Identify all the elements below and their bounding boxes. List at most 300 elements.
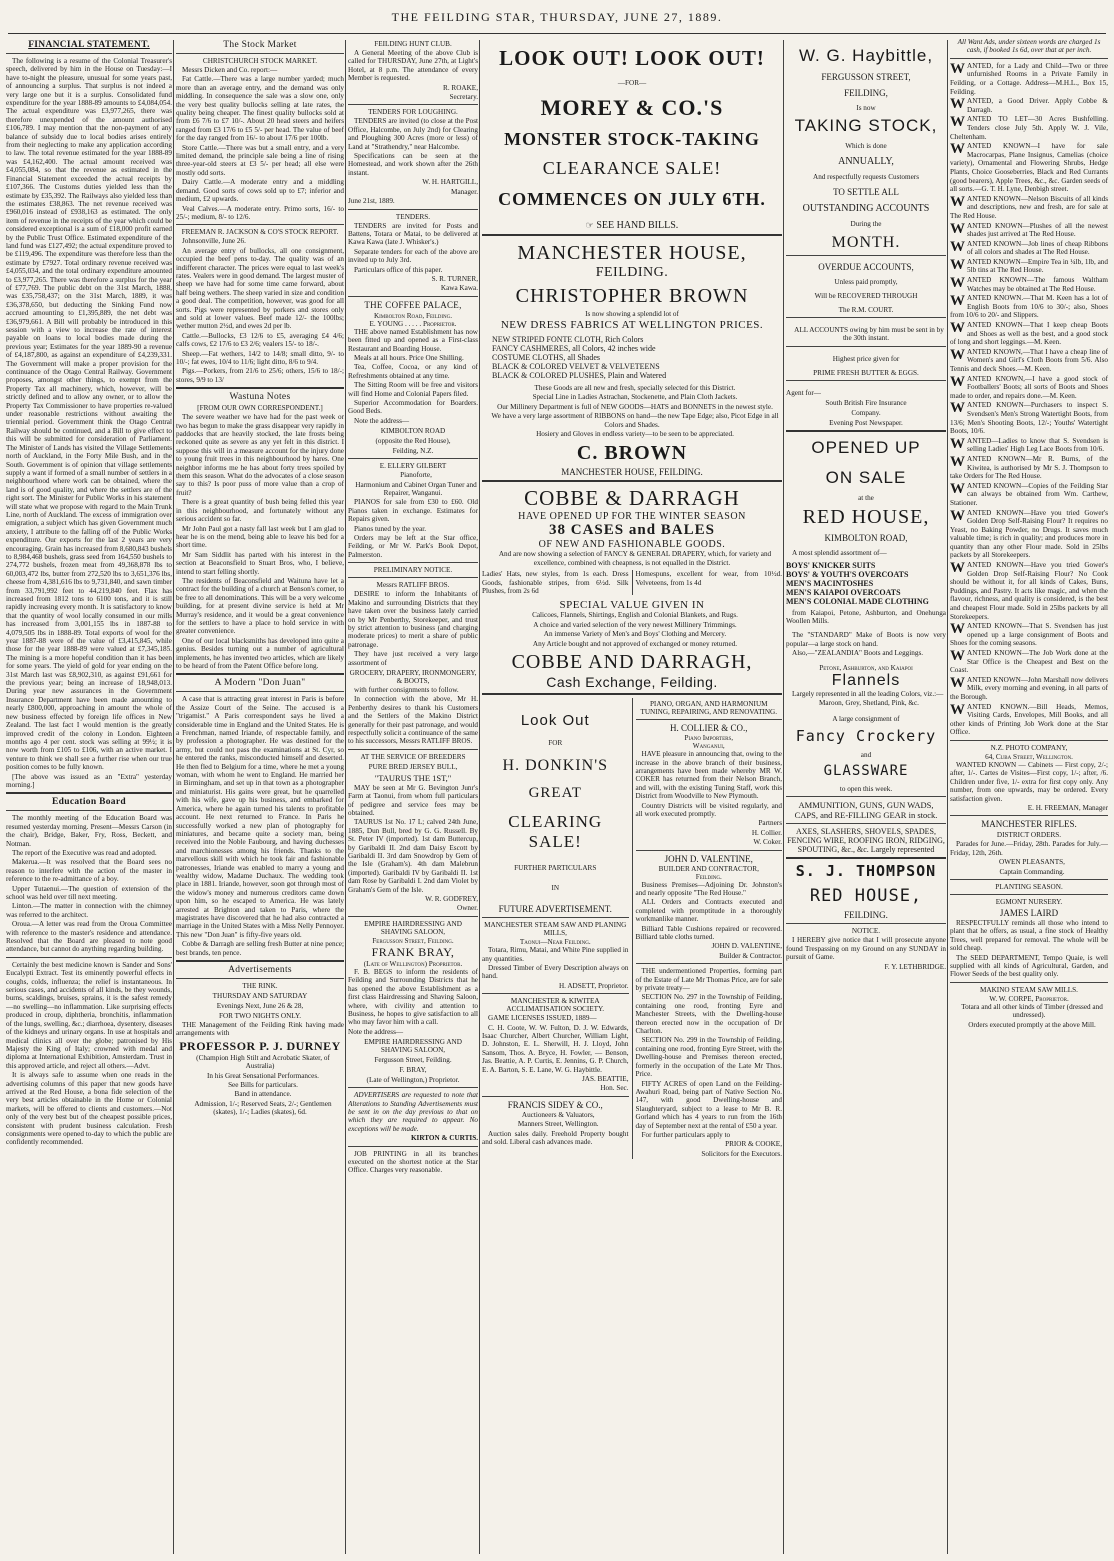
valentine-premises: Business Premises—Adjoining Dr. Johnston's and nearly opposite "The Red House." <box>635 880 782 897</box>
manchester-feilding: FEILDING. <box>595 265 669 280</box>
address-line: F. BRAY, <box>399 1066 427 1075</box>
laird-text-2: The SEED DEPARTMENT, Tempo Quaie, is well supplied with all kinds of Agricultural, Garden, and Flower Seeds of the best quality only. <box>950 953 1108 979</box>
want-ad <box>950 509 1108 561</box>
morey-name: MOREY & CO.'S <box>540 95 724 120</box>
want-ad <box>950 195 1108 221</box>
fabric-item: COSTUME CLOTHS, all Shades <box>492 353 600 362</box>
rink-detail-line: Admission, 1/-; Reserved Seats, 2/-; Gentlemen (skates), 1/-; Ladies (skates), 6d. <box>194 1099 332 1117</box>
opened-up-heading: OPENED UP <box>811 438 921 458</box>
coffee-palace-address-block <box>348 427 478 455</box>
collier-text: HAVE pleasure in announcing that, owing to the increase in the above branch of their business, arrangements have been made whereby MR W. COKER has returned from their Nelson Branch, and will, with the existing Tuning Staff, work this District from Woodville to New Plymouth. <box>635 750 782 801</box>
address-line: (Late of Wellington,) Proprietor. <box>366 1076 460 1085</box>
advert-paragraph: THE above named Establishment has now been fitted up and opened as a First-class Restaurant and Boarding House. <box>348 327 478 353</box>
article-paragraph: A case that is attracting great interest in Paris is before the Assize Court of the Seine. The accused is a "trigamist." A Paris correspondent says he lived a considerable time in England and the United States. He is a Frenchman, named Iriande, of respectable family, and by profession a photographer. He was destined for the army, but could not pass the examinations at St. Cyr, so he entered the ranks, misconducted himself and deserted. He then fled to Belgium for a time, where he met a young woman, with whom he went to England. He married her in Birmingham, and set up in that town as a photographer and miniaturist. His gains were great, but he quarrelled with his wife, gave up his business, and embarked for America, where he again turned his talents to profitable account. He next returned to France. In Paris he successfully worked a new plan of photography for miniatures, and became quite a society man, being received into the Noble Faubourg, and having duchesses and marchionesses among his friends. Thanks to the marvellous skill with which he took fair and fashionable patronesses, Iriande was enabled to marry a young and wealthy widow, Madame Duchaux. The wedding took place in 1881. Iriande, however, soon got through most of the widow's money and numerous creditors came down upon him, so he escaped to America. He was lately arrested at Brighton and taken to Paris, where the magistrates have discovered that he had also contracted a marriage in the United States with a Miss Nelly Pennoyer. This new "Don Juan" is fifty-five years old. <box>176 695 344 939</box>
don-juan-heading: A Modern "Don Juan" <box>214 678 306 689</box>
address-line: EMPIRE HAIRDRESSING AND SHAVING SALOON, <box>364 1038 462 1055</box>
all-accounts-text: ALL ACCOUNTS owing by him must be sent in by the 30th instant. <box>794 326 944 343</box>
splendid-label: A most splendid assortment of— <box>792 549 887 558</box>
article-paragraph: Johnsonville, June 26. <box>182 237 246 246</box>
bull-subheading: PURE BRED JERSEY BULL, <box>368 762 458 771</box>
photo-company-text: WANTED KNOWN — Cabinets — First copy, 2/-; after, 1/-. Cartes de Visites—First copy, 1/-; after, /6. Children under five, 1/- extra for first copy only. Any number, from one upwards, may be ordered. Every satisfaction given. <box>950 760 1108 803</box>
want-ad-text: ANTED TO LET—30 Acres Bushfelling. Tenders close July 5th. Apply W. J. Vile, Cheltenham. <box>950 115 1108 141</box>
want-ad <box>950 649 1108 675</box>
valentine-heading: JOHN D. VALENTINE, <box>664 853 753 864</box>
game-licenses-label: GAME LICENSES ISSUED, 1889— <box>488 1014 597 1023</box>
want-ad-text: ANTED KNOWN—The Job Work done at the Star Office is the Cheapest and Best on the Coast. <box>950 649 1108 675</box>
notice-text: I HEREBY give notice that I will prosecute anyone found Trespassing on my Ground on any SUNDAY in pursuit of Game. <box>786 936 946 962</box>
want-ad <box>950 348 1108 374</box>
want-ad-text: ANTED KNOWN—Empire Tea in ¼lb, 1lb, and 5lb tins at The Red House. <box>967 257 1108 275</box>
advert-paragraph: Tea, Coffee, Cocoa, or any kind of Refreshments obtained at any time. <box>348 363 478 380</box>
advert-paragraph: with further consignments to follow. <box>354 685 459 694</box>
flannels-text: Largely represented in all the leading Colors, viz.:— <box>792 689 944 698</box>
acclimatisation-signature: JAS. BEATTIE, <box>581 1074 629 1083</box>
empire-note: Note the address— <box>348 1027 404 1036</box>
fabric-item: BLACK & COLORED VELVET & VELVETEENS <box>492 362 660 371</box>
standard-boots-text: The "STANDARD" Make of Boots is now very popular—a large stock on hand. <box>786 631 946 648</box>
article-paragraph: Veal Calves.—A moderate entry. Primo sorts, 16/- to 25/-; medium, 8/- to 12/6. <box>176 204 344 221</box>
homespuns-text: Homespuns, excellent for wear, from 10½d. Velveteens, from 1s 4d <box>632 570 783 595</box>
hunt-club-text: A General Meeting of the above Club is called for THURSDAY, June 27th, at Light's Hotel, at 8 p.m. The attendance of every Member is requested. <box>348 49 478 83</box>
want-ad <box>950 561 1108 621</box>
drop-cap: W <box>950 346 965 363</box>
frank-bray-late: (Late of Wellington) Proprietor. <box>363 959 463 968</box>
further-particulars: FURTHER PARTICULARS <box>514 864 597 873</box>
cobbe-darragh-2-heading: COBBE AND DARRAGH, <box>511 651 753 674</box>
want-ad-text: ANTED KNOWN—That S. Svendsen has just opened up a large consignment of Boots and Shoes for the coming seasons. <box>950 622 1108 648</box>
steam-saw-address: Taonui—Near Feilding. <box>519 938 591 947</box>
section-299-text: SECTION No. 299 in the Township of Feilding, containing one rood, fronting Eyre Street, with the Dwelling-house and Premises thereon erected, formerly in the occupation of the Late Mr Thos. Price. <box>635 1036 782 1079</box>
c-brown-address: MANCHESTER HOUSE, FEILDING. <box>561 467 703 478</box>
partner-line: Partners <box>758 819 782 828</box>
taking-stock-heading: TAKING STOCK, <box>794 116 938 135</box>
c-brown-heading: C. BROWN <box>576 442 688 465</box>
column-2 <box>176 38 344 1556</box>
highest-price-label: Highest price given for <box>832 354 900 363</box>
tenders-text-3: Particulars office of this paper. <box>354 265 443 274</box>
collier-column <box>632 698 783 1159</box>
coffee-palace-address: Kimbolton Road, Feilding. <box>373 311 453 320</box>
manchester-house-heading: MANCHESTER HOUSE, <box>517 242 747 264</box>
makino-proprietor: W. W. CORPE, Proprietor. <box>989 994 1069 1003</box>
loughing-signature: W. H. HARTGILL, <box>422 178 478 187</box>
empire-saloon-address: Fergusson Street, Feilding. <box>372 936 454 945</box>
drop-cap: W <box>950 60 965 77</box>
special-value-line: Any Article bought and not approved of exchanged or money returned. <box>532 639 738 648</box>
drop-cap: W <box>950 701 965 718</box>
collier-text-2: Country Districts will be visited regularly, and all work executed promptly. <box>635 801 782 818</box>
want-ad <box>950 622 1108 648</box>
kirton-curtis-signature: KIRTON & CURTIS. <box>410 1134 478 1143</box>
month-label: MONTH. <box>831 234 901 251</box>
wastuna-byline: [FROM OUR OWN CORRESPONDENT.] <box>197 404 323 413</box>
acclimatisation-heading: MANCHESTER & KIWITEA ACCLIMATISATION SOCIETY. <box>506 997 605 1014</box>
column-1 <box>6 38 172 1556</box>
on-sale-heading: ON SALE <box>825 468 907 488</box>
for-label: —FOR— <box>617 79 647 87</box>
makino-text-2: Orders executed promptly at the above Mill. <box>968 1020 1096 1029</box>
address-line: Fergusson Street, Feilding. <box>374 1056 452 1065</box>
preliminary-notice-heading: PRELIMINARY NOTICE. <box>373 566 453 575</box>
loughing-signature-title: Manager. <box>451 187 478 196</box>
clearing-sale-label: CLEARING SALE! <box>508 812 603 852</box>
article-paragraph: The following is a resume of the Colonial Treasurer's speech, delivered by him in the House on Tuesday:—I have to-night the pleasure, unusual for some years past, of announcing a surplus. That surplus is not indeed a very large one but it is a surplus. Consolidated fund expenditure for the year 1888-89 amounts to £4,084,054. The actual expenditure was £3,977,265, there was therefore unexpended of the amount authorised £106,789. I may mention that the non-payment of any balance of subsidy due to local bodies arises entirely from their neglecting to make any application according to law. The total revenue estimated for the year 1888-89 was £4,162,400. The actual amount received was £4,055,084, so that the revenue as estimated in the Financial Statement exceeded the actual receipts by £107,366. The Customs duties yielded less than the estimate by £35,392. The Railways also yielded less than the estimates £38,863. The net revenue received was £960,016 instead of £938,163 as estimated. The only item of revenue in the receipts of the year which could be considered exceptional is a sum of £18,000 profit earned by the Public Trust Office. Estimated expenditure of the land fund was £127,492; the actual expenditure proved to be £119,496. The expenditure was therefore less than the estimate by £7927. Total ordinary revenue received was £4,055,034, and the total ordinary expenditure amounted to £3,977,265. There was therefore a surplus for the year of £77,769. The public debt on the 31st March, 1888, was £35,758,437; on the 31st March, 1889, it was £36,378,650, but deducting the Sinking Fund now accrued amounting to £1,395,889, the net debt was £36,979,661. A Bill will probably be introduced in this session with a view to increase the rate of interest payable on loans to local bodies made during the previous year; Estimates for the year 1889-90 a revenue of £4,187,800, as against an expenditure of £4,239,331. The Government will make a proper provision for the continuance of the Otago Central Railway. Government proposes, amongst other things, to exempt from the Property Tax all machinery, which, however, will be strictly defined and to allow any owner, or to allow the Property Tax Commissioner to have properties re-valued under reasonable restrictions without awaiting the triennial period. Government think the Otago Central Railway should be continued, and a Bill to give effect to this will be submitted for consideration of Parliament. The Minister of Lands has visited the Village Settlements north of Auckland, in the Forty Mile Bush, and in the South. Government is of opinion that village settlements supply a want if formed of a small number of settlers in a neighbourhood where work can be obtained, where the land is of good quality, and where the settlers are of the right sort. The Minister for Public Works in his statement will state what we propose with regard to the Main Trunk Line, north of Auckland. The excess of immigration over emigration, a subject which has given Government much anxiety, I attribute to the falling off of the Public Works expenditure. Our exports for the last 2 years are very encouraging. Grain has increased from 8,680,843 bushels to 8,984,468 bushels, grass seed from 164,550 bushels to 274,772 bushels, frozen meat from 49,368,878 lbs to 60,003,472 lbs, butter from 272,520 lbs to 3,651,376 lbs, cheese from 4,381,616 lbs to 9,731,840, and sawn timber from 33,791,992 feet to 44,219,840 feet. Flax has increased from 1812 tons to 6100 tons, and it is still rapidly increasing every month. It is satisfactory to know that the quantity of wool locally consumed in our mills has increased from 3,001,155 lbs in 1887-88 to 4,079,505 lbs in 1888-89. Total exports of wool for the year 1887-88 were of the value of £3,415,845, while those for the year 1888-89 were valued at £7,345,185. The mining is a more hopeful condition than it has been for some years. The yield of gold for year ending on the 31st March last was £8,902,310, as against £91,661 for the previous year; being an increase of 18,948,013. During year new assurances in the Government Insurance Department have been made amounting to nearly £800,000, approaching in amount the whole of new business effected by foreign life offices in New Zealand. The last fact I would mention is the greatly improved credit of the colony in London. Eighteen months ago 4 per cent. stock was selling at 99½; it is now worth from £105 to £106, with an active market. I venture to think we shall see a further rise when our true position comes to be fully known. <box>6 57 172 772</box>
want-ad <box>950 258 1108 275</box>
ellery-gilbert-subheading <box>348 471 478 497</box>
tenders-text-2: Separate tenders for each of the above are invited up to July 3rd. <box>348 247 478 265</box>
article-paragraph: The severe weather we have had for the past week or two has begun to make the grass disappear very rapidly in paddocks that are heavily stocked, the late frosts being reckoned quite as severe as any yet felt in this district. I suppose this will in a measure account for the injury done to young fruit trees in this neighbourhood by hares. One neighbor informs me he has about forty trees spoiled by them this season. What do the advocates of a close season say to this? Is poor puss of more value than a crop of fruit? <box>176 413 344 497</box>
drop-cap: W <box>950 648 965 664</box>
column-rule <box>947 40 948 1554</box>
showing-label: Is now showing a splendid lot of <box>585 310 679 318</box>
agent-line: South British Fire Insurance <box>825 399 907 408</box>
christchurch-stock-subheading: CHRISTCHURCH STOCK MARKET. <box>202 57 318 65</box>
column-3 <box>348 38 478 1556</box>
ratliff-body-2 <box>348 686 478 746</box>
financial-statement-heading: FINANCIAL STATEMENT. <box>28 40 150 50</box>
masthead-rule <box>8 33 1106 34</box>
fabric-item: FANCY CASHMERES, all Colors, 42 inches wide <box>492 344 656 353</box>
tenders-signature-place: Kawa Kawa. <box>440 284 478 293</box>
drop-cap: W <box>950 480 965 497</box>
drop-cap: W <box>950 453 965 470</box>
want-ad-text: ANTED KNOWN—The famous Waltham Watches may be obtained at The Red House. <box>967 276 1108 293</box>
rifles-heading: MANCHESTER RIFLES. <box>981 819 1077 830</box>
cobbe-darragh-text: And are now showing a selection of FANCY & GENERAL DRAPERY, which, for variety and excellence, combined with cheapness, is not equalled in the District. <box>498 550 772 567</box>
advert-paragraph: DESIRE to inform the Inhabitants of Makino and surrounding Districts that they have taken over the business lately carried on by Mr Penberthy, Storekeeper, and trust by strict attention to business (and charging moderate prices) to merit a share of public patronage. <box>348 590 478 649</box>
valentine-signature: JOHN D. VALENTINE, <box>711 942 782 951</box>
article-paragraph: Upper Tutaenui.—The question of extension of the school was held over till next meeting. <box>6 884 172 901</box>
loughing-tenders-text-2: Specifications can be seen at the Homestead, and work shown after the 26th instant. <box>348 152 478 177</box>
fabric-item: NEW STRIPED FONTE CLOTH, Rich Colors <box>492 335 644 344</box>
ratliff-body <box>348 590 478 667</box>
frank-bray-name: FRANK BRAY, <box>371 944 455 959</box>
want-ad <box>950 240 1108 257</box>
want-ad <box>950 115 1108 141</box>
at-the-label: at the <box>858 494 874 503</box>
makino-text: Totara and all other kinds of Timber (dressed and undressed). <box>961 1002 1103 1020</box>
want-ad-text: ANTED KNOWN—Plushes of all the newest shades just arrived at The Red House. <box>967 221 1108 239</box>
drop-cap: W <box>950 674 965 691</box>
to-open-label: to open this week. <box>839 785 893 794</box>
during-label: During the <box>850 220 882 228</box>
column-rule <box>783 40 784 1554</box>
rink-heading-line: THURSDAY AND SATURDAY <box>212 992 308 1000</box>
advert-paragraph: Special Line in Ladies Astrachan, Stockenette, and Plain Cloth Jackets. <box>532 393 738 402</box>
haybittle-feilding: FEILDING, <box>844 88 888 98</box>
rink-advert-heading <box>176 982 344 1020</box>
commences-headline: COMMENCES ON JULY 6TH. <box>498 189 766 209</box>
glassware-heading: GLASSWARE <box>823 763 909 780</box>
valentine-orders: ALL Orders and Contracts executed and completed with promptitude in a thoroughly workmanlike manner. <box>635 898 782 924</box>
haybittle-street: FERGUSSON STREET, <box>821 72 911 82</box>
section-297-text: SECTION No. 297 in the Township of Feilding, containing one rood, fronting Eyre and Manchester Streets, with the Dwelling-house thereon erected now in the occupation of Dr Charlton. <box>635 993 782 1036</box>
want-ad-text: ANTED KNOWN—Have you tried Gower's Golden Drop Self-Raising Flour? It requires no Yeast, no Baking Powder, no Drugs. It saves much valuable time; is rich in quality; and produces more in quantity than any other Flour made. Sold in 25lbs packets by all Storekeepers. <box>950 508 1108 560</box>
rifles-signature-title: Captain Commanding. <box>999 867 1065 876</box>
want-ad <box>950 676 1108 702</box>
wastuna-notes-body <box>176 413 344 670</box>
want-ad <box>950 401 1108 435</box>
want-ad-text: ANTED—Ladies to know that S. Svendsen is selling Ladies' High Leg Lace Boots from 10/6. <box>967 436 1108 454</box>
stock-market-body <box>176 66 344 221</box>
valentine-billiard: Billiard Table Cushions repaired or recovered. Billiard table cloths turned. <box>635 924 782 941</box>
and-label: and <box>860 751 872 760</box>
clothing-item: BOYS' & YOUTH'S OVERCOATS <box>786 569 909 579</box>
clothing-item: MEN'S KAIAPOI OVERCOATS <box>786 587 901 597</box>
which-is-done: Which is done <box>845 142 887 150</box>
want-ad-text: ANTED KNOWN—Copies of the Feilding Star can always be obtained from Wm. Carthew, Stationer. <box>950 481 1108 507</box>
want-ad <box>950 703 1108 737</box>
article-paragraph: Cobbe & Darragh are selling fresh Butter at nine pence; best brands, ten pence. <box>176 940 344 957</box>
advert-paragraph: In connection with the above, Mr H. Penberthy desires to thank his Customers and the Settlers of the Makino District generally for their past patronage, and would respectfully solicit a continuance of the same to his successors, Messrs RATLIFF BROS. <box>348 695 478 746</box>
want-ad-text: ANTED KNOWN—Job lines of cheap Ribbons of all colors and shades at The Red House. <box>967 239 1108 257</box>
respect-label: And respectfully requests Customers <box>813 173 919 181</box>
address-line: Feilding, N.Z. <box>392 447 434 456</box>
steam-saw-signature: H. ADSETT, Proprietor. <box>558 981 629 990</box>
advert-paragraph: Certainly the best medicine known is Sander and Sons' Eucalypti Extract. Test its eminently powerful effects in coughs, colds, influenza; the relief is instantaneous. In serious cases, and accidents of all kinds, be they wounds, burns, scaldings, bruises, sprains, it is the safest remedy—no swelling—no inflammation. Like surprising effects produced in croup, diphtheria, bronchitis, inflammation of the lungs, swelling, &c.; diarrhoea, dysentery, diseases of the kidneys and urinary organs. In use at hospitals and medical clinics all over the globe; patronised by His Majesty the King of Italy; crowned with medal and diploma at International Exhibition, Amsterdam. Trust in this approved article, and reject all others.—Advt. <box>6 960 172 1070</box>
article-paragraph: Makerua.—It was resolved that the Board sees no reason to interfere with the action of the master in reference to the re-admittance of a boy. <box>6 858 172 884</box>
zealandia-text: Also,—"ZEALANDIA" Boots and Leggings. <box>792 649 924 658</box>
steam-saw-heading: MANCHESTER STEAM SAW AND PLANING MILLS, <box>484 921 627 938</box>
want-ad-text: ANTED, a Good Driver. Apply Cobbe & Darragh. <box>967 97 1108 114</box>
game-licenses-names: C. H. Coote, W. W. Fulton, D. J. W. Edwards, Isaac Churcher, Albert Churcher, William Light, D. Johnston, E. L. Sherwill, H. J. Lloyd, John Sansom, Thos. A. Bryce, H. Fowler, — Benson, Jas. Beattie, A. P. Curtis, E. Jennins, G. P. Church, E. A. Barton, S. E. Lane, W. G. Haybittle. <box>482 1023 629 1074</box>
donkin-column <box>482 698 632 1159</box>
look-out-label: Look Out <box>520 712 590 730</box>
donkin-in: IN <box>551 884 560 893</box>
advert-paragraph: They have just received a very large assortment of <box>348 650 478 667</box>
properties-apply: For further particulars apply to <box>641 1130 731 1139</box>
egmont-nursery-heading: EGMONT NURSERY. <box>995 898 1063 906</box>
empire-address-block <box>348 1038 478 1084</box>
valentine-feilding: Feilding. <box>695 872 722 881</box>
article-paragraph: There is a great quantity of bush being felled this year in this neighbourhood, and fortunately without any serious accident so far. <box>176 498 344 524</box>
christopher-brown-body <box>482 384 782 438</box>
drop-cap: W <box>950 193 965 210</box>
rink-detail-line: Band in attendance. <box>234 1090 292 1099</box>
article-paragraph: Sheep.—Fat wethers, 14/2 to 14/8; small ditto, 9/- to 10/-; fat ewes, 10/4 to 11/6; light ditto, 8/6 to 9/4. <box>176 349 344 366</box>
want-ad-text: ANTED KNOWN—That I keep cheap Boots and Shoes as well as the best, and a good stock of long and short leggings.—M. Keen. <box>950 321 1108 347</box>
butter-eggs-label: PRIME FRESH BUTTER & EGGS. <box>813 368 919 377</box>
article-paragraph: Cattle.—Bullocks, £3 12/6 to £5, averaging £4 4/6; calfs cows, £2 17/6 to £3 2/6; vealers 15/- to 18/-. <box>176 331 344 349</box>
bull-body <box>348 784 478 894</box>
advert-paragraph: PIANOS for sale from £30 to £60. Old Pianos taken in exchange. Estimates for Repairs given. <box>348 498 478 524</box>
partner-line: W. Coker. <box>753 838 782 847</box>
properties-signature-title: Solicitors for the Executors. <box>701 1149 782 1158</box>
want-ads-list <box>950 62 1108 737</box>
collier-wanganui: Wanganui, <box>692 742 725 751</box>
sidey-text: Auction sales daily. Freehold Property bought and sold. Liberal cash advances made. <box>482 1129 629 1146</box>
hunt-club-heading: FEILDING HUNT CLUB. <box>374 40 452 48</box>
donkin-for: FOR <box>548 739 563 748</box>
collier-heading: H. COLLIER & CO., <box>670 723 748 734</box>
notice-heading: NOTICE. <box>851 927 881 936</box>
clothing-list <box>786 561 946 606</box>
rink-advert-details <box>176 1054 344 1117</box>
valentine-builder: BUILDER AND CONTRACTOR, <box>658 864 759 873</box>
advert-paragraph: Superior Accommodation for Boarders. Good Beds. <box>348 399 478 416</box>
breeders-heading: AT THE SERVICE OF BREEDERS <box>360 752 466 761</box>
article-paragraph: Mr John Paul got a nasty fall last week but I am glad to hear he is on the mend, being able to leave his bed for a short time. <box>176 524 344 550</box>
rifles-text: Parades for June.—Friday, 28th. Parades for July.—Friday, 12th, 26th. <box>950 840 1108 857</box>
loughing-date: June 21st, 1889. <box>348 197 395 206</box>
drop-cap: W <box>950 293 965 310</box>
rink-advert-text: THE Management of the Feilding Rink having made arrangements with <box>176 1021 344 1038</box>
unless-label: Unless paid promptly, <box>834 278 898 286</box>
makino-mills-heading: MAKINO STEAM SAW MILLS. <box>980 985 1078 994</box>
advert-paragraph: Pianos tuned by the year. <box>354 524 427 533</box>
sanders-advert-body <box>6 961 172 1147</box>
drop-cap: W <box>950 435 965 452</box>
masthead-title: THE FEILDING STAR, THURSDAY, JUNE 27, 1889. <box>391 10 723 24</box>
column-6 <box>950 38 1108 1556</box>
article-paragraph: Oroua.—A letter was read from the Oroua Committee with reference to the master's residence and attendance. Resolved that the Board are pleased to note good attendance, but cannot do anything regarding building. <box>6 920 172 954</box>
ratliff-goods: GROCERY, DRAPERY, IRONMONGERY, & BOOTS, <box>349 668 477 685</box>
drop-cap: W <box>950 621 965 638</box>
bull-signature-title: Owner. <box>457 904 478 913</box>
drop-cap: W <box>950 275 965 292</box>
want-ad-text: ANTED, for a Lady and Child—Two or three unfurnished Rooms in a Private Family in Feilding, or a Cottage. Address—M.H.L., Box 15, Feilding. <box>950 61 1108 96</box>
empire-saloon-text: F. B. BEGS to inform the residents of Feilding and Surrounding Districts that he has opened the above Establishment as a first class Hairdressing and Shaving Saloon, where, with civility and attention to Business, he hopes to give satisfaction to all who may favor him with a call. <box>348 967 478 1027</box>
education-board-heading: Education Board <box>52 797 126 808</box>
ratliff-heading: Messrs RATLIFF BROS. <box>376 581 450 590</box>
article-paragraph: [The above was issued as an "Extra" yesterday morning.] <box>6 772 172 789</box>
laird-text: RESPECTFULLY reminds all those who intend to plant that he offers, as usual, a fine stock of Healthy Trees, well prepared for removal. The whole will be sold cheap. <box>950 919 1108 953</box>
james-laird-name: JAMES LAIRD <box>999 908 1059 918</box>
axes-text: AXES, SLASHERS, SHOVELS, SPADES, FENCING WIRE, ROOFING IRON, RIDGING, SPOUTING, &c., &c. Largely represented <box>787 827 945 855</box>
drop-cap: W <box>950 320 965 337</box>
cash-exchange-label: Cash Exchange, Feilding. <box>546 674 718 691</box>
new-fashionable-label: OF NEW AND FASHIONABLE GOODS. <box>538 539 726 551</box>
want-ad <box>950 375 1108 401</box>
want-ad <box>950 62 1108 96</box>
want-ad-text: ANTED KNOWN—Mr R. Burns, of the Kiwitea, is authorised by Mr S. J. Thompson to take Orders for The Red House. <box>950 454 1108 481</box>
article-paragraph: An average entry of bullocks, all one consignment, occupied the beef pens to-day. The quality was of an indifferent character. The prices were equal to last week's rates. Vealers were in good demand. The largest muster of sheep we have had for some time came forward, about half being wethers. The sheep varied in size and condition a good deal. The competition, however, was good for all sorts. Pigs were represented by porkers and stores only and sold at lower values. Beef made 12/- the 100lbs; wether mutton 2½d, and ewes 2d per lb. <box>176 246 344 331</box>
hunt-club-signature-title: Secretary. <box>449 93 478 102</box>
empire-saloon-heading: EMPIRE HAIRDRESSING AND SHAVING SALOON, <box>364 919 462 936</box>
freeman-jackson-body <box>176 237 344 384</box>
sidey-line: Auctioneers & Valuators, <box>521 1110 595 1119</box>
clothing-item: MEN'S MACINTOSHES <box>786 578 874 588</box>
want-ad-text: ANTED KNOWN—Purchasers to inspect S. Svendsen's Men's Strong Watertight Boots, from 13/6; Men's Shooting Boots, 12/-; Youths' Watertight Boots, 10/6. <box>950 401 1108 436</box>
notice-signature: F. Y. LETHBRIDGE. <box>884 962 946 971</box>
rm-court-label: The R.M. COURT. <box>838 306 894 314</box>
article-paragraph: Pigs.—Porkers, from 21/6 to 25/6; others, 15/6 to 18/-; stores, 9/9 to 13/ <box>176 367 344 384</box>
article-paragraph: Linton.—The matter in connection with the chimney was referred to the architect. <box>6 902 172 919</box>
tenders-text: TENDERS are invited for Posts and Battens, Totara or Matai, to be delivered at Kawa Kawa (late J. Whisker's.) <box>348 221 478 247</box>
drop-cap: W <box>950 256 965 273</box>
haybittle-heading: W. G. Haybittle, <box>798 46 934 65</box>
want-ad <box>950 97 1108 114</box>
column-rule <box>173 40 174 1554</box>
tenders-signature: S. R. TURNER, <box>431 274 478 283</box>
new-dress-fabrics: NEW DRESS FABRICS AT WELLINGTON PRICES. <box>500 319 764 331</box>
sidey-line: Manners Street, Wellington. <box>517 1120 599 1129</box>
drop-cap: W <box>950 238 965 255</box>
drop-cap: W <box>950 507 965 524</box>
flannels-colors: Maroon, Grey, Shetland, Pink, &c. <box>819 699 919 708</box>
special-value-line: A choice and varied selection of the very newest Millinery Trimmings. <box>533 620 737 629</box>
advert-paragraph: TAURUS 1st No. 17 L; calved 24th June, 1885, Dun Bull, bred by G. G. Russell. By St. Peter IV (imported). 1st dam Buttercup, by Garibaldi II. 2nd dam Daisy Escott by Garibaldi II. 3rd dam Snowdrop by Gem of the Isle (Graham's). 4th dam Malebrun (imported). Garibaldi IV by Garibaldi II. 1st dam Rose by Garibaldi I. 2nd dam Violet by Graham's Gem of the Isle. <box>348 818 478 894</box>
ladies-hats-text: Ladies' Hats, new styles, from 1s each. Dress Goods, fashionable stripes, from 6½d. Silk Plushes, from 2s 6d <box>482 570 629 596</box>
ammunition-text: AMMUNITION, GUNS, GUN WADS, CAPS, and RE-FILLING GEAR in stock. <box>794 800 938 821</box>
red-house-heading: RED HOUSE, <box>802 506 930 529</box>
steam-saw-text: Totara, Rimu, Matai, and White Pine supplied in any quantities. <box>482 946 629 963</box>
tenders-heading: TENDERS. <box>395 212 431 221</box>
rink-heading-line: THE RINK. <box>242 982 278 990</box>
petone-label: Petone, Ashburton, and Kaiapoi <box>819 663 913 672</box>
coffee-palace-proprietor: E. YOUNG . . . . . Proprietor. <box>369 319 457 328</box>
article-paragraph: One of our local blacksmiths has developed into quite a genius. Besides turning out a number of agricultural implements, he has invented two articles, which are likely to be heard of from the Patent Office before long. <box>176 636 344 670</box>
sidey-lines <box>482 1111 629 1129</box>
rifles-signature: OWEN PLEASANTS, <box>999 858 1065 867</box>
advertisements-heading: Advertisements <box>228 965 292 975</box>
great-label: GREAT <box>528 785 582 802</box>
job-printing-notice: JOB PRINTING in all its branches executed on the shortest notice at the Star Office. Charges very reasonable. <box>348 1149 478 1175</box>
advert-paragraph: MAY be seen at Mr G. Bevington Junr's Farm at Taonui, from whom full particulars of pedigree and service fees may be obtained. <box>348 783 478 817</box>
pointing-hand-icon: ☞ <box>585 220 594 230</box>
mills-text: from Kaiapoi, Petone, Ashburton, and Onehunga Woollen Mills. <box>786 608 946 626</box>
want-ad-text: ANTED KNOWN,—I have a good stock of Footballers' Boots; all sorts of Boots and Shoes made to order, and repairs done.—M. Keen. <box>950 374 1108 400</box>
article-paragraph: Mr Sam Siddlit has parted with his interest in the section at Beaconsfield to Stuart Bros, who, I believe, intend to start felling shortly. <box>176 550 344 576</box>
fabric-item: BLACK & COLORED PLUSHES, Plain and Watered <box>492 371 667 380</box>
article-paragraph: Dairy Cattle.—A moderate entry and a middling demand. Good sorts of cows sold up to £7; inferior and medium, £2 upwards. <box>176 178 344 204</box>
rink-detail-line: See Bills for particulars. <box>228 1081 298 1090</box>
address-line: (opposite the Red House), <box>375 437 451 446</box>
hand-bills-label: SEE HAND BILLS. <box>596 220 679 231</box>
recovered-label: Will be RECOVERED THROUGH <box>814 292 918 300</box>
article-paragraph: The residents of Beaconsfield and Waituna have let a contract for the building of a church at Benson's corner, to be free to all denominations. This will be a very welcome building, for at present divine service is held at Mr Murray's residence, and it would be a great convenience for the settlers to have a place to hold service in with greater convenience. <box>176 576 344 636</box>
drop-cap: W <box>950 96 965 113</box>
education-board-body <box>6 814 172 954</box>
coffee-palace-heading: THE COFFEE PALACE, <box>364 299 462 310</box>
column-4 <box>482 38 782 1556</box>
christopher-brown-heading: CHRISTOPHER BROWN <box>515 285 749 307</box>
thompson-heading: S. J. THOMPSON <box>795 862 937 881</box>
photo-company-address: 64, Cuba Street, Wellington. <box>985 752 1073 761</box>
durney-name: PROFESSOR P. J. DURNEY <box>179 1038 341 1053</box>
advert-paragraph: Orders may be left at the Star office, Feilding, or Mr W. Park's Book Depot, Palmerston. <box>348 534 478 559</box>
column-5 <box>786 38 946 1556</box>
special-value-line: Calicoes, Flannels, Shirtings, English and Colonial Blankets, and Rugs. <box>532 611 738 620</box>
clearance-headline: CLEARANCE SALE! <box>542 158 722 178</box>
hunt-club-signature: R. ROAKE, <box>443 83 478 92</box>
ellery-gilbert-body <box>348 498 478 559</box>
bull-name: "TAURUS THE 1ST," <box>374 772 452 783</box>
drop-cap: W <box>950 220 965 237</box>
advert-paragraph: Meals at all hours. Price One Shilling. <box>354 353 464 362</box>
masthead <box>0 0 1114 36</box>
drop-cap: W <box>950 373 965 390</box>
loughing-tenders-text: TENDERS are invited (to close at the Post Office, Halcombe, on July 2nd) for Clearing and Ploughing 300 Acres (more or less) of Land at "Strathendry," near Halcombe. <box>348 117 478 151</box>
piano-importers-label: Piano Importers, <box>684 734 734 743</box>
acclimatisation-signature-title: Hon. Sec. <box>600 1084 629 1093</box>
special-value-line: An immense Variety of Men's and Boys' Clothing and Mercery. <box>543 630 727 639</box>
loughing-tenders-heading: TENDERS FOR LOUGHING. <box>368 108 458 117</box>
advert-paragraph: These Goods are all new and fresh, specially selected for this District. <box>534 384 736 392</box>
advert-paragraph: We have a very large assortment of RIBBONS on hand—the new Tape Edge; also, Picot Edge in all Colors and Shades. <box>491 412 779 429</box>
drop-cap: W <box>950 400 965 417</box>
advert-paragraph: It is always safe to assume when one reads in the advertising columns of this paper that new goods have arrived at the Red House, a bona fide selection of the very best articles obtainable in the Home or Colonial markets, will be offered to clients and customers.—Not only of the very best but of the cheapest possible prices, consistent with prudent business calculation. Fresh consignments were opened to-day to which the public are confidently recommended. <box>6 1071 172 1147</box>
opened-up-label: HAVE OPENED UP FOR THE WINTER SEASON <box>518 511 746 523</box>
valentine-signature-title: Builder & Contractor. <box>719 951 782 960</box>
flannels-heading: Flannels <box>831 671 901 689</box>
rink-heading-line: FOR TWO NIGHTS ONLY. <box>218 1012 302 1020</box>
bull-signature: W. R. GODFREY, <box>425 895 478 904</box>
steam-saw-text-2: Dressed Timber of Every Description always on hand. <box>482 963 629 981</box>
monster-headline: MONSTER STOCK-TAKING <box>504 129 760 149</box>
want-ad <box>950 142 1108 194</box>
kimbolton-road-label: KIMBOLTON ROAD, <box>824 533 908 544</box>
